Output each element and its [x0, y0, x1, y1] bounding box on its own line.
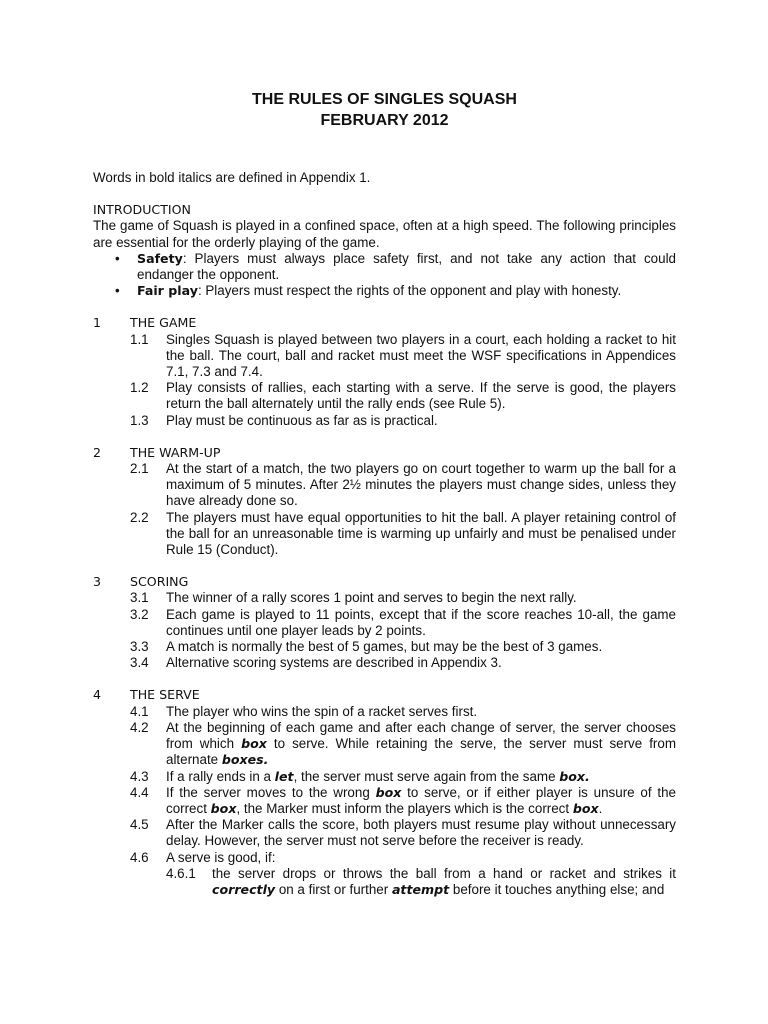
rule-number: 3.4 [130, 655, 149, 671]
rule-text: The players must have equal opportunities to hit the ball. A player retaining control of the ball for an unreasonable time is warming up unfairly and must be penalised under Rule 15 (Conduct). [166, 509, 676, 558]
principle-safety [93, 251, 676, 283]
rule-text: Play must be continuous as far as is practical. [166, 412, 438, 428]
defined-term: box [375, 784, 402, 800]
rule-4-5 [93, 817, 676, 849]
section-number: 4 [93, 687, 102, 703]
rule-text: before it touches anything else; and [449, 881, 665, 897]
introduction-section [93, 202, 676, 299]
rule-text: A serve is good, if: [166, 849, 276, 865]
rule-number: 3.1 [130, 590, 149, 606]
rule-4-2 [93, 720, 676, 769]
rule-3-1 [93, 590, 676, 606]
section-scoring [93, 574, 676, 671]
section-the-warm-up [93, 445, 676, 558]
rule-number: 4.5 [130, 817, 149, 833]
rule-number: 4.2 [130, 719, 149, 735]
rule-number: 3.3 [130, 639, 149, 655]
defined-term: attempt [391, 881, 450, 897]
rule-text: , the Marker must inform the players which is the correct [236, 800, 573, 816]
bullet-icon: • [115, 283, 120, 299]
rule-2-2 [93, 510, 676, 559]
principle-text: : Players must always place safety first, and not take any action that could endanger the opponent. [137, 250, 676, 283]
rule-number: 4.3 [130, 768, 149, 784]
rule-2-1 [93, 461, 676, 510]
rule-text: to serve, or if either player is unsure of the correct [166, 784, 676, 816]
rule-number: 3.2 [130, 606, 149, 622]
rule-text: on a first or further [275, 881, 392, 897]
principle-text: : Players must respect the rights of the opponent and play with honesty. [197, 283, 622, 299]
rule-3-2 [93, 607, 676, 639]
section-heading [93, 445, 676, 461]
rule-4-6-1 [93, 866, 676, 898]
section-number: 3 [93, 574, 102, 590]
rule-text: After the Marker calls the score, both players must resume play without unnecessary delay. However, the server must not serve before the receiver is ready. [166, 817, 676, 849]
rule-number: 4.4 [130, 784, 149, 800]
introduction-heading: INTRODUCTION [93, 202, 191, 218]
defined-term: box [210, 800, 237, 816]
rule-number: 2.2 [130, 509, 149, 525]
rule-text: A match is normally the best of 5 games, but may be the best of 3 games. [166, 639, 603, 655]
rule-1-2 [93, 380, 676, 412]
principle-term: Safety [137, 250, 183, 266]
section-number: 2 [93, 444, 102, 460]
defined-term: box [572, 800, 599, 816]
rule-1-1 [93, 332, 676, 381]
section-heading [93, 315, 676, 331]
rule-number: 4.6.1 [166, 865, 196, 881]
section-title: THE SERVE [130, 687, 200, 703]
section-the-serve [93, 687, 676, 898]
defined-term: boxes. [221, 752, 269, 768]
rule-text: The player who wins the spin of a racket serves first. [166, 703, 478, 719]
rule-text: Play consists of rallies, each starting with a serve. If the serve is good, the players return the ball alternately until the rally ends (see Rule 5). [166, 380, 676, 412]
rule-text: The winner of a rally scores 1 point and serves to begin the next rally. [166, 590, 577, 606]
rule-text: Singles Squash is played between two players in a court, each holding a racket to hit the ball. The court, ball and racket must meet the WSF specifications in Appendices 7.1, 7.3 and 7.4. [166, 331, 676, 380]
bullet-icon: • [115, 250, 120, 266]
defined-term: correctly [212, 881, 276, 897]
rule-1-3 [93, 413, 676, 429]
principle-fair-play [93, 283, 676, 299]
definitions-note: Words in bold italics are defined in Appendix 1. [93, 170, 371, 185]
rule-4-4 [93, 785, 676, 817]
section-heading [93, 574, 676, 590]
section-title: THE WARM-UP [130, 444, 221, 460]
section-title: SCORING [130, 574, 189, 590]
rule-number: 4.1 [130, 703, 149, 719]
rule-4-3 [93, 769, 676, 785]
section-title: THE GAME [130, 315, 197, 331]
rule-number: 4.6 [130, 849, 149, 865]
rule-text: Alternative scoring systems are described in Appendix 3. [166, 655, 502, 671]
title-line-1: THE RULES OF SINGLES SQUASH [252, 91, 517, 108]
rule-text: to serve. While retaining the serve, the server must serve from alternate [166, 736, 676, 768]
rule-4-6 [93, 850, 676, 866]
rule-3-4 [93, 655, 676, 671]
rule-text: If the server moves to the wrong [166, 784, 376, 800]
rule-text: Each game is played to 11 points, except that if the score reaches 10-all, the game continues until one player leads by 2 points. [166, 606, 676, 638]
introduction-text: The game of Squash is played in a confined space, often at a high speed. The following principles are essential for the orderly playing of the game. [93, 218, 676, 250]
rule-number: 1.3 [130, 412, 149, 428]
rule-number: 1.2 [130, 380, 149, 396]
section-number: 1 [93, 315, 102, 331]
title-line-2: FEBRUARY 2012 [320, 112, 449, 129]
rule-number: 2.1 [130, 461, 149, 477]
rule-3-3 [93, 639, 676, 655]
rule-4-1 [93, 704, 676, 720]
document-title [93, 0, 676, 131]
rule-text: . [598, 800, 603, 816]
rule-text: If a rally ends in a [166, 768, 275, 784]
principles-list [93, 251, 676, 300]
rule-text: , the server must serve again from the same [293, 768, 560, 784]
rule-number: 1.1 [130, 331, 149, 347]
section-heading [93, 687, 676, 703]
rule-text: At the beginning of each game and after each change of server, the server chooses from which [166, 719, 676, 752]
defined-term: box [241, 736, 267, 752]
section-the-game [93, 315, 676, 428]
rule-text: At the start of a match, the two players go on court together to warm up the ball for a maximum of 5 minutes. After 2½ minutes the players must change sides, unless they have already done so. [166, 461, 676, 509]
rule-text: the server drops or throws the ball from a hand or racket and strikes it [212, 865, 676, 881]
principle-term: Fair play [137, 283, 198, 299]
defined-term: let [274, 768, 294, 784]
defined-term: box. [559, 768, 590, 784]
